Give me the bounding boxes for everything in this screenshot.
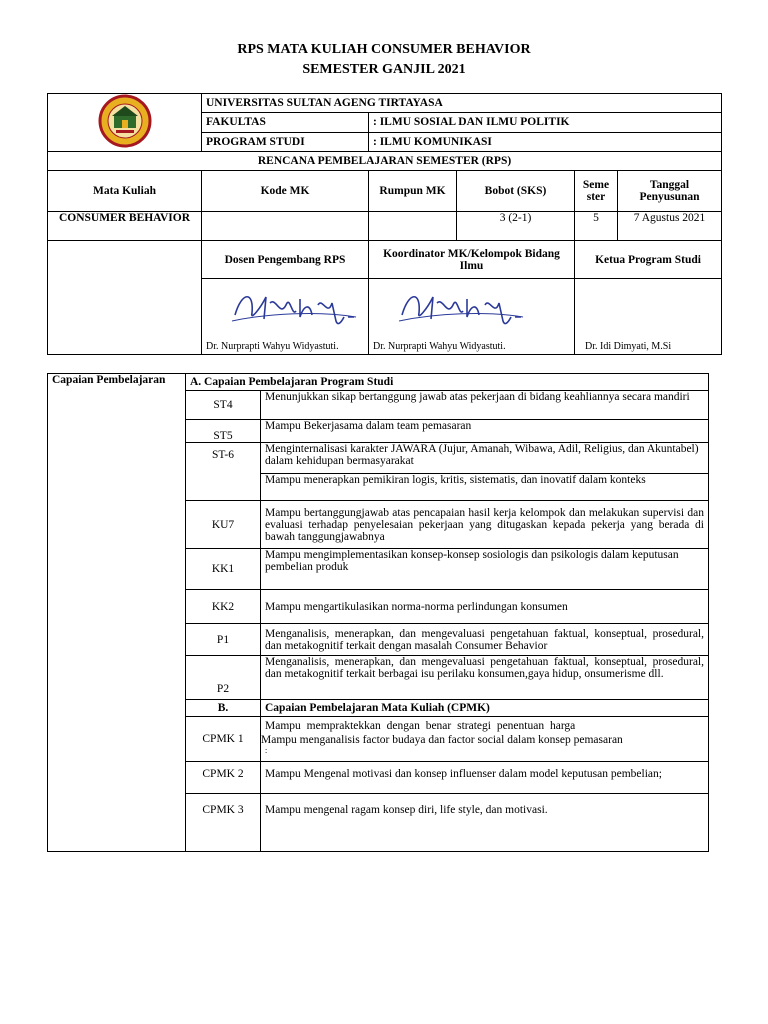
value-kode-mk bbox=[202, 212, 369, 241]
prodi-value: : ILMU KOMUNIKASI bbox=[369, 132, 722, 151]
cp-description: Menginternalisasi karakter JAWARA (Jujur, Amanah, Wibawa, Adil, Religius, dan Akuntabel) dalam kehidupan bermasyarakat bbox=[261, 443, 709, 474]
university-name: UNIVERSITAS SULTAN AGENG TIRTAYASA bbox=[202, 94, 722, 113]
header-mata-kuliah: Mata Kuliah bbox=[48, 171, 202, 212]
document-title: RPS MATA KULIAH CONSUMER BEHAVIOR bbox=[237, 42, 531, 57]
cp-code: ST4 bbox=[186, 391, 261, 420]
header-rumpun-mk: Rumpun MK bbox=[369, 171, 457, 212]
university-logo-icon bbox=[96, 94, 154, 148]
cpmk-code: CPMK 1 bbox=[186, 717, 261, 762]
cp-code: KU7 bbox=[186, 501, 261, 549]
cpmk-line: Mampu mempraktekkan dengan benar strategi penentuan harga bbox=[265, 720, 576, 732]
blank-signature-cell bbox=[48, 241, 202, 355]
cpmk-line: Mampu menganalisis factor budaya dan factor social dalam konsep pemasaran bbox=[261, 734, 623, 746]
cpmk-description bbox=[261, 717, 709, 762]
kaprodi-signature-cell bbox=[575, 279, 722, 355]
logo-cell bbox=[48, 94, 202, 152]
cp-description: Menunjukkan sikap bertanggung jawab atas pekerjaan di bidang keahliannya secara mandiri bbox=[261, 391, 709, 420]
cp-description: Menganalisis, menerapkan, dan mengevaluasi pengetahuan faktual, konseptual, prosedural, dan metakognitif terkait berbagai isu perilaku konsumen,gaya hidup, onsumerisme dll. bbox=[261, 656, 709, 700]
header-kode-mk: Kode MK bbox=[202, 171, 369, 212]
handwritten-signature-icon bbox=[397, 287, 527, 327]
value-tanggal: 7 Agustus 2021 bbox=[618, 212, 722, 241]
handwritten-signature-icon bbox=[230, 287, 360, 327]
document-subtitle: SEMESTER GANJIL 2021 bbox=[302, 62, 466, 77]
cpmk-code: CPMK 3 bbox=[186, 794, 261, 852]
value-mata-kuliah: CONSUMER BEHAVIOR bbox=[48, 212, 202, 241]
cp-description: Mampu mengartikulasikan norma-norma perlindungan konsumen bbox=[261, 590, 709, 624]
rps-heading: RENCANA PEMBELAJARAN SEMESTER (RPS) bbox=[48, 152, 722, 171]
cpmk-line: : bbox=[265, 746, 268, 755]
value-bobot: 3 (2-1) bbox=[457, 212, 575, 241]
cpmk-code: CPMK 2 bbox=[186, 762, 261, 794]
header-tanggal: Tanggal Penyusunan bbox=[618, 171, 722, 212]
cp-code: KK2 bbox=[186, 590, 261, 624]
cp-description: Mampu menerapkan pemikiran logis, kritis, sistematis, dan inovatif dalam konteks bbox=[261, 474, 709, 501]
header-semester: Seme ster bbox=[575, 171, 618, 212]
cpmk-description: Mampu mengenal ragam konsep diri, life style, dan motivasi. bbox=[261, 794, 709, 852]
fakultas-label: FAKULTAS bbox=[202, 113, 369, 132]
kaprodi-label: Ketua Program Studi bbox=[575, 241, 722, 279]
cp-code: ST5 bbox=[186, 420, 261, 443]
cp-description: Mampu Bekerjasama dalam team pemasaran bbox=[261, 420, 709, 443]
cp-code: P2 bbox=[186, 656, 261, 700]
capaian-label: Capaian Pembelajaran bbox=[48, 374, 186, 852]
cpmk-description: Mampu Mengenal motivasi dan konsep influenser dalam model keputusan pembelian; bbox=[261, 762, 709, 794]
capaian-pembelajaran-table bbox=[47, 373, 709, 852]
dosen-signature-cell bbox=[202, 279, 369, 355]
dosen-label: Dosen Pengembang RPS bbox=[202, 241, 369, 279]
cp-description: Mampu mengimplementasikan konsep-konsep sosiologis dan psikologis dalam keputusan pembelian produk bbox=[261, 549, 709, 590]
koordinator-name: Dr. Nurprapti Wahyu Widyastuti. bbox=[373, 341, 506, 352]
dosen-name: Dr. Nurprapti Wahyu Widyastuti. bbox=[206, 341, 339, 352]
value-semester: 5 bbox=[575, 212, 618, 241]
cp-description: Menganalisis, menerapkan, dan mengevaluasi pengetahuan faktual, konseptual, prosedural, dan metakognitif terkait dengan masalah Consumer Behavior bbox=[261, 624, 709, 656]
value-rumpun-mk bbox=[369, 212, 457, 241]
koordinator-label: Koordinator MK/Kelompok Bidang Ilmu bbox=[369, 241, 575, 279]
rps-info-table bbox=[47, 93, 722, 355]
section-b-heading: Capaian Pembelajaran Mata Kuliah (CPMK) bbox=[261, 700, 709, 717]
fakultas-value: : ILMU SOSIAL DAN ILMU POLITIK bbox=[369, 113, 722, 132]
section-a-heading: A. Capaian Pembelajaran Program Studi bbox=[186, 374, 709, 391]
cp-description: Mampu bertanggungjawab atas pencapaian hasil kerja kelompok dan melakukan supervisi dan evaluasi terhadap penyelesaian pekerjaan yang ditugaskan kepada pekerja yang berada di bawah tanggungjawabnya bbox=[261, 501, 709, 549]
cp-code: ST-6 bbox=[186, 443, 261, 501]
header-bobot: Bobot (SKS) bbox=[457, 171, 575, 212]
koordinator-signature-cell bbox=[369, 279, 575, 355]
section-b-code: B. bbox=[186, 700, 261, 717]
prodi-label: PROGRAM STUDI bbox=[202, 132, 369, 151]
kaprodi-name: Dr. Idi Dimyati, M.Si bbox=[585, 341, 672, 352]
cp-code: P1 bbox=[186, 624, 261, 656]
cp-code: KK1 bbox=[186, 549, 261, 590]
